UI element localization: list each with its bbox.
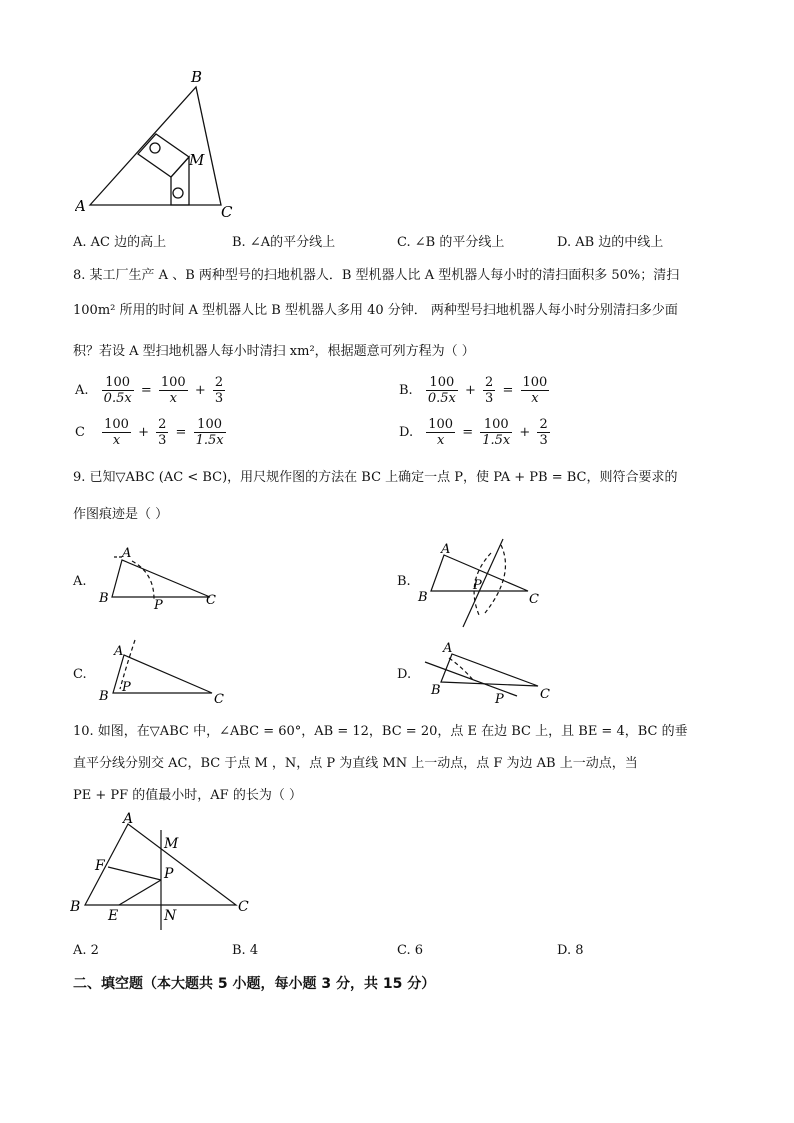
fig7-label-B: B <box>191 68 203 86</box>
q9-figure-d <box>415 640 555 708</box>
q9-figure-c <box>96 637 231 707</box>
svg-text:A: A <box>122 546 132 561</box>
figure-q10 <box>70 810 260 935</box>
q8-line-3: 积？若设 A 型扫地机器人每小时清扫 xm²，根据题意可列方程为（ ） <box>73 344 475 359</box>
svg-text:B: B <box>418 590 428 605</box>
q9-option-b-label: B. <box>397 574 411 589</box>
q8-option-a: A. $\frac{100}{0.5x}$ = $\frac{100}{x}$ + $\frac{2}{3}$ <box>75 375 224 406</box>
q8-line-1: 8. 某工厂生产 A 、B 两种型号的扫地机器人．B 型机器人比 A 型机器人每小时的清扫面积多 50%；清扫 <box>73 268 680 283</box>
fig7-label-A: A <box>75 197 86 215</box>
q7-option-b: B. ∠A的平分线上 <box>232 235 336 250</box>
q7-option-d: D. AB 边的中线上 <box>557 235 664 250</box>
q10-option-a: A. 2 <box>73 943 99 958</box>
q7-option-a: A. AC 边的高上 <box>73 235 167 250</box>
q8-option-d: D. $\frac{100}{x}$ = $\frac{100}{1.5x}$ + $\frac{2}{3}$ <box>399 417 548 448</box>
q9-line-1: 9. 已知▽ABC (AC < BC)，用尺规作图的方法在 BC 上确定一点 P，使 PA + PB = BC，则符合要求的 <box>73 470 678 485</box>
figure-q7 <box>75 62 245 222</box>
svg-text:F: F <box>95 858 105 874</box>
svg-text:P: P <box>473 578 482 593</box>
svg-text:B: B <box>99 689 109 704</box>
q10-option-b: B. 4 <box>232 943 259 958</box>
q9-figure-b <box>415 535 550 630</box>
q9-option-d-label: D. <box>397 667 412 682</box>
svg-text:C: C <box>529 592 539 607</box>
svg-text:N: N <box>164 908 177 924</box>
svg-text:P: P <box>164 866 174 882</box>
q8-option-b: B. $\frac{100}{0.5x}$ + $\frac{2}{3}$ = $\frac{100}{x}$ <box>399 375 548 406</box>
q10-line-1: 10. 如图，在▽ABC 中，∠ABC = 60°，AB = 12，BC = 20，点 E 在边 BC 上，且 BE = 4，BC 的垂 <box>73 724 688 739</box>
q9-option-a-label: A. <box>73 574 87 589</box>
svg-text:A: A <box>123 811 134 827</box>
svg-text:A: A <box>441 542 451 557</box>
svg-text:C: C <box>238 899 249 915</box>
svg-text:C: C <box>214 692 224 707</box>
q10-line-3: PE + PF 的值最小时，AF 的长为（ ） <box>73 788 302 803</box>
svg-text:P: P <box>122 680 131 695</box>
svg-text:B: B <box>70 899 81 915</box>
q10-option-d: D. 8 <box>557 943 584 958</box>
q8-line-2: 100m² 所用的时间 A 型机器人比 B 型机器人多用 40 分钟． 两种型号扫地机器人每小时分别清扫多少面 <box>73 303 678 318</box>
q7-option-c: C. ∠B 的平分线上 <box>397 235 505 250</box>
q9-option-c-label: C. <box>73 667 87 682</box>
svg-text:A: A <box>443 641 453 656</box>
q9-line-2: 作图痕迹是（ ） <box>73 507 169 522</box>
svg-text:C: C <box>206 593 216 608</box>
q10-option-c: C. 6 <box>397 943 424 958</box>
svg-text:P: P <box>495 692 504 707</box>
section-2-heading: 二、填空题（本大题共 5 小题，每小题 3 分，共 15 分） <box>73 976 436 992</box>
q9-figure-a <box>96 545 226 615</box>
svg-text:A: A <box>114 644 124 659</box>
fig7-label-M: M <box>189 151 205 169</box>
fig7-label-C: C <box>221 203 233 221</box>
q10-line-2: 直平分线分别交 AC，BC 于点 M ，N，点 P 为直线 MN 上一动点，点 F 为边 AB 上一动点，当 <box>73 756 638 771</box>
q8-option-c: C $\frac{100}{x}$ + $\frac{2}{3}$ = $\frac{100}{1.5x}$ <box>75 417 224 448</box>
svg-text:M: M <box>164 836 179 852</box>
svg-text:B: B <box>99 591 109 606</box>
svg-text:B: B <box>431 683 441 698</box>
svg-text:P: P <box>154 598 163 613</box>
svg-text:E: E <box>108 908 119 924</box>
svg-text:C: C <box>540 687 550 702</box>
